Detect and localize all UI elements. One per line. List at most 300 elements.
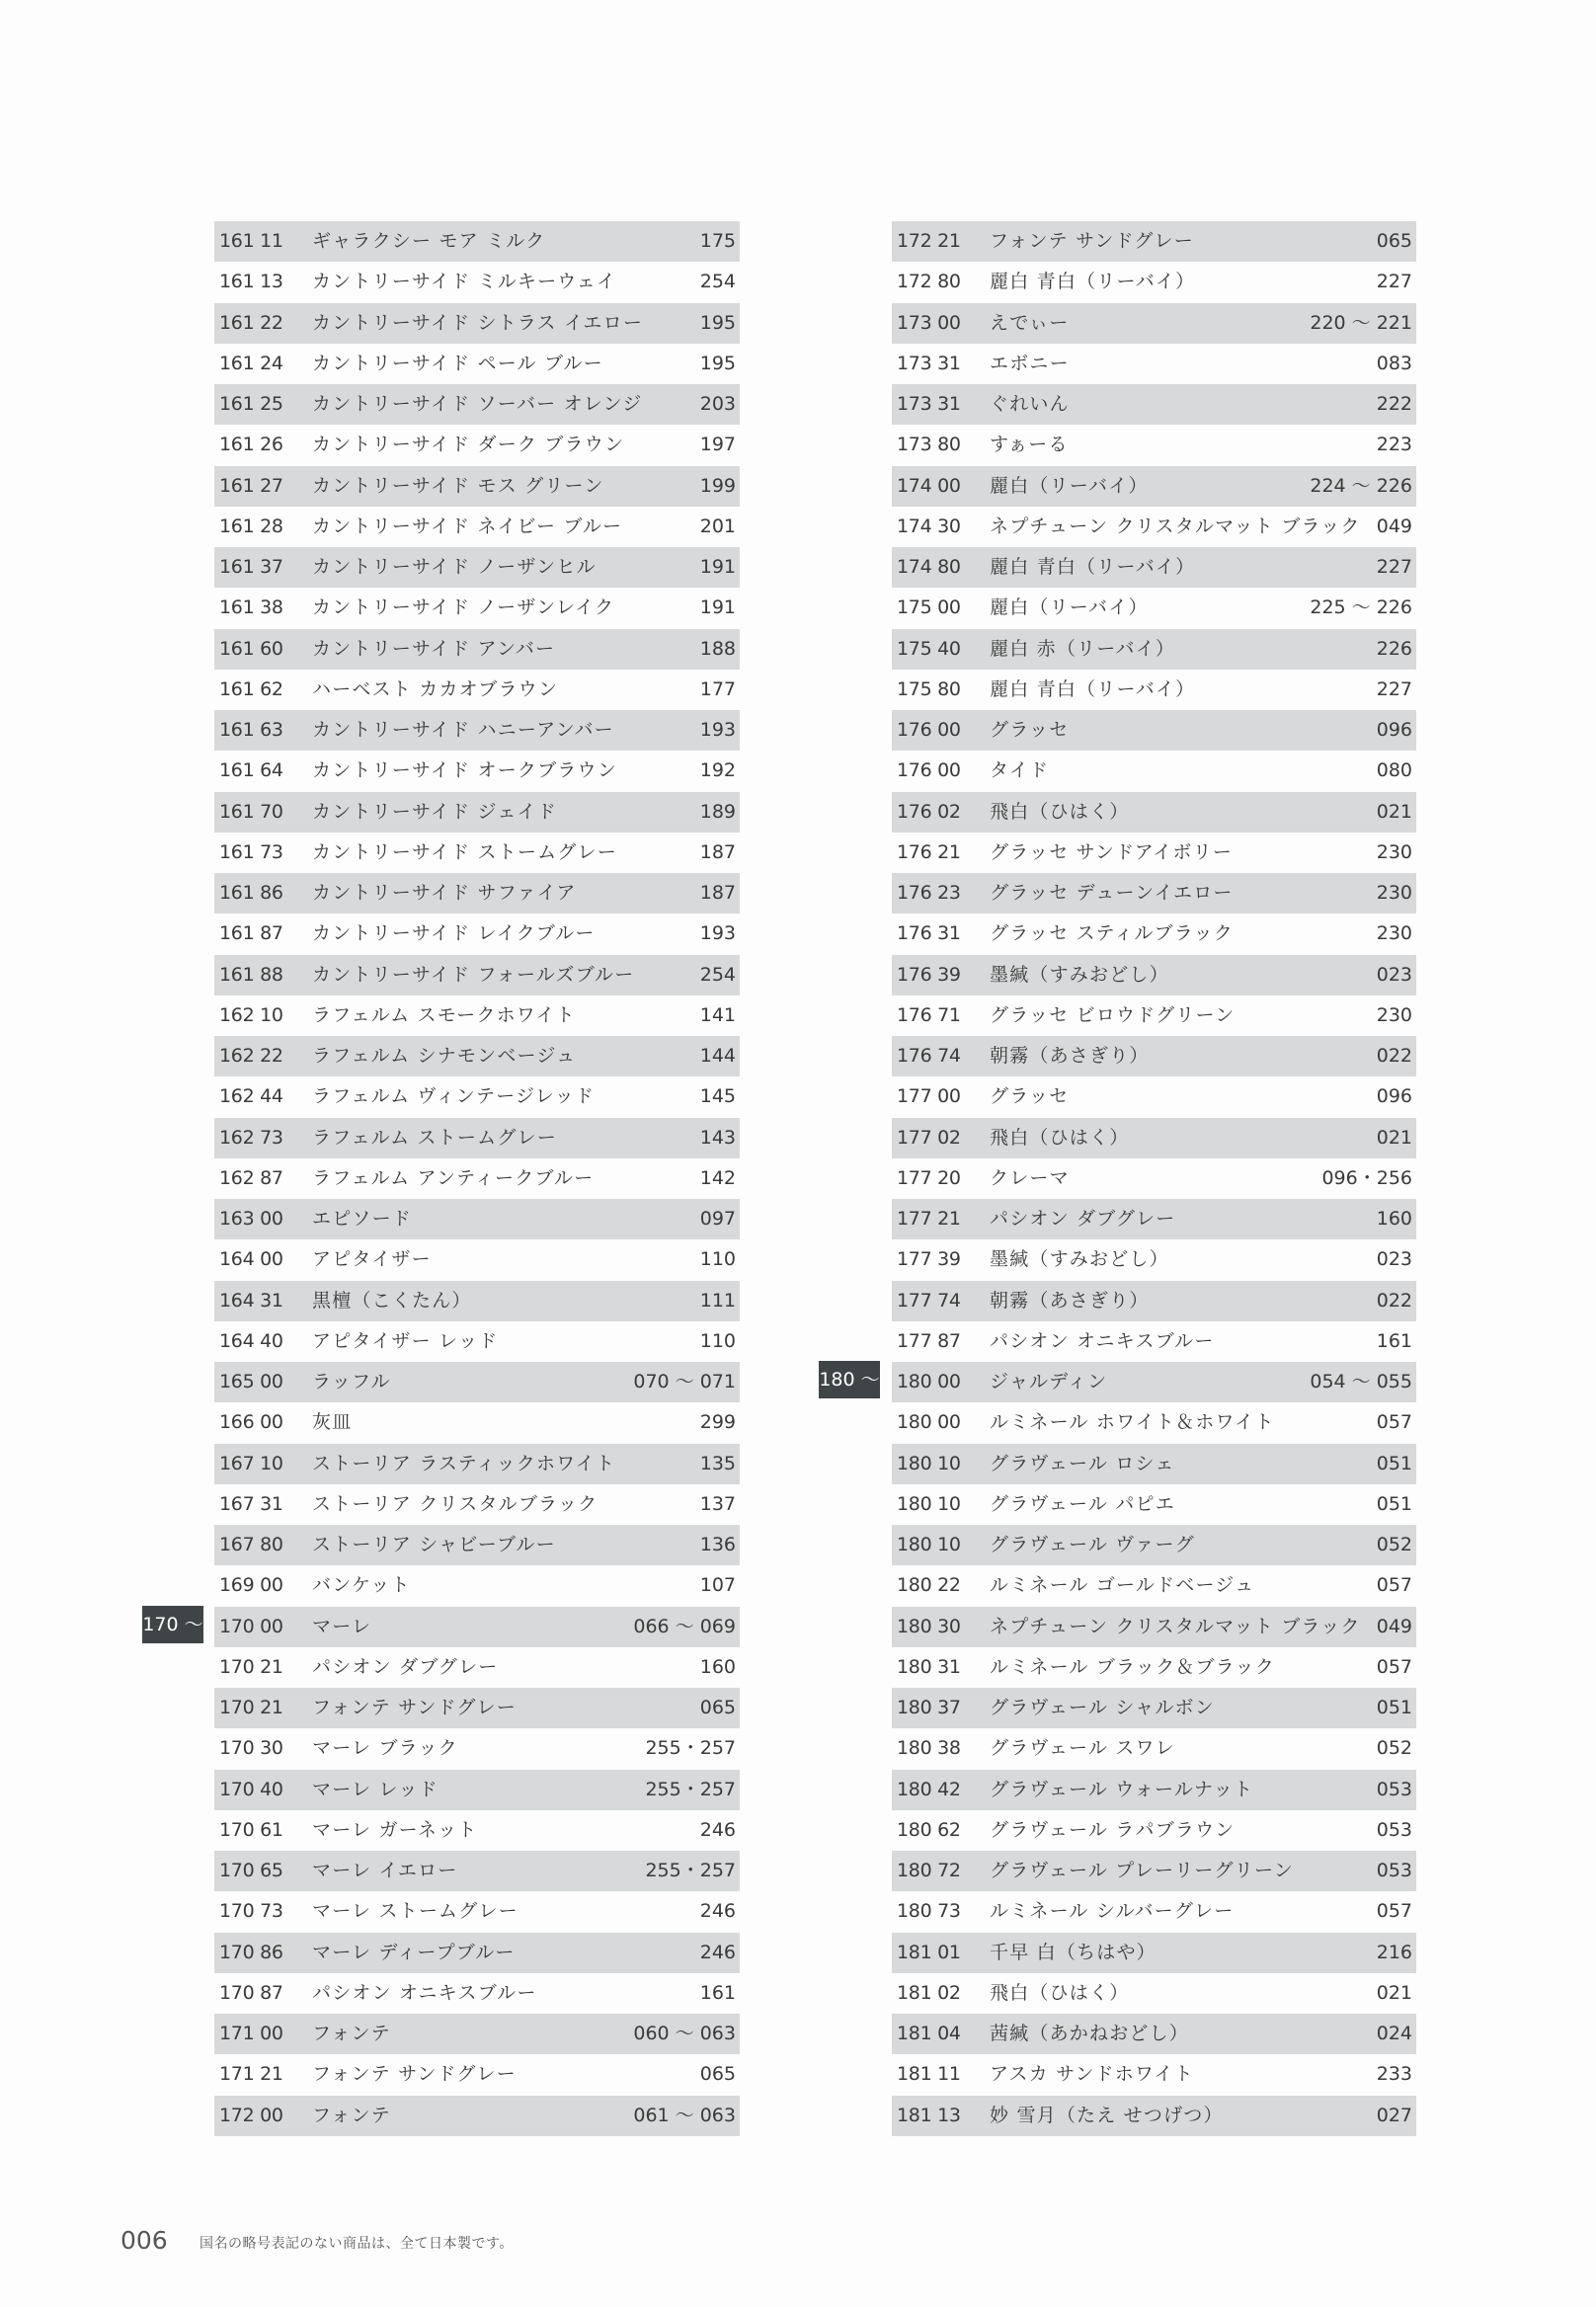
left-index-column [214, 221, 740, 2136]
product-name: グラヴェール パピエ [990, 1492, 1175, 1515]
index-row [214, 1770, 740, 1810]
index-row [892, 1402, 1416, 1443]
product-code: 161 60 [219, 637, 283, 660]
product-name: エボニー [990, 352, 1070, 374]
page-reference: 201 [699, 515, 736, 537]
page-reference: 061 ～ 063 [633, 2104, 736, 2126]
product-name: ストーリア ラスティックホワイト [312, 1452, 616, 1474]
product-code: 180 37 [897, 1697, 961, 1718]
product-name: ラッフル [312, 1371, 391, 1392]
index-row [892, 262, 1416, 302]
index-row [214, 1444, 740, 1484]
page-reference: 023 [1376, 963, 1412, 986]
index-row [214, 1484, 740, 1525]
product-name: ストーリア クリスタルブラック [312, 1492, 598, 1515]
product-name: ぐれいん [990, 393, 1070, 415]
index-row [892, 384, 1416, 425]
product-code: 161 37 [219, 556, 283, 578]
page-reference: 255・257 [645, 1860, 736, 1881]
product-name: グラッセ サンドアイボリー [990, 840, 1234, 863]
product-name: マーレ ブラック [312, 1737, 458, 1760]
product-name: 飛白（ひはく） [990, 1981, 1130, 2004]
page-reference: 246 [699, 1818, 736, 1841]
product-name: 麗白（リーバイ） [990, 474, 1149, 497]
page-reference: 255・257 [645, 1778, 736, 1800]
page-reference: 199 [699, 474, 736, 497]
footer-note: 国名の略号表記のない商品は、全て日本製です。 [200, 2236, 514, 2252]
product-name: カントリーサイド オークブラウン [312, 759, 617, 782]
page-reference: 065 [1376, 230, 1412, 252]
index-row [214, 2014, 740, 2054]
product-name: マーレ イエロー [312, 1860, 458, 1881]
product-name: カントリーサイド サファイア [312, 882, 577, 904]
page-reference: 053 [1376, 1860, 1412, 1881]
product-code: 161 28 [219, 515, 283, 537]
product-code: 170 65 [219, 1860, 283, 1881]
page-reference: 216 [1376, 1941, 1412, 1963]
product-name: 墨緘（すみおどし） [990, 963, 1169, 986]
product-code: 180 00 [897, 1411, 961, 1434]
product-code: 181 04 [897, 2023, 961, 2044]
index-row [892, 1565, 1416, 1606]
product-code: 165 00 [219, 1371, 283, 1392]
page-reference: 222 [1376, 393, 1412, 415]
page-reference: 227 [1376, 271, 1412, 293]
page-reference: 191 [699, 597, 736, 619]
product-code: 170 30 [219, 1737, 283, 1760]
product-code: 170 00 [219, 1615, 283, 1637]
index-row [214, 384, 740, 425]
index-row [892, 995, 1416, 1036]
product-name: カントリーサイド モス グリーン [312, 474, 604, 497]
product-code: 161 11 [219, 230, 283, 252]
product-name: ハーベスト カカオブラウン [312, 677, 559, 700]
index-row [892, 1891, 1416, 1932]
page-reference: 230 [1376, 882, 1412, 904]
product-code: 177 02 [897, 1126, 961, 1149]
page-reference: 052 [1376, 1534, 1412, 1555]
product-name: カントリーサイド レイクブルー [312, 922, 596, 945]
product-code: 180 42 [897, 1778, 961, 1800]
product-name: グラヴェール ヴァーグ [990, 1534, 1195, 1555]
product-name: グラッセ [990, 1085, 1070, 1108]
product-code: 177 21 [897, 1208, 961, 1230]
product-code: 161 64 [219, 759, 283, 782]
index-row [892, 221, 1416, 262]
index-row [892, 1647, 1416, 1688]
index-row [892, 629, 1416, 670]
product-code: 181 02 [897, 1981, 961, 2004]
product-code: 170 21 [219, 1697, 283, 1718]
page-reference: 230 [1376, 840, 1412, 863]
product-code: 173 80 [897, 434, 961, 456]
index-row [892, 344, 1416, 384]
product-code: 180 10 [897, 1452, 961, 1474]
product-name: マーレ [312, 1615, 372, 1637]
product-name: マーレ レッド [312, 1778, 439, 1800]
index-row [892, 588, 1416, 628]
product-code: 170 87 [219, 1981, 283, 2004]
index-row [214, 1402, 740, 1443]
product-code: 172 21 [897, 230, 961, 252]
index-row [892, 507, 1416, 547]
product-name: カントリーサイド アンバー [312, 637, 556, 660]
product-code: 161 62 [219, 677, 283, 700]
page-reference: 111 [699, 1289, 736, 1312]
page-reference: 137 [699, 1492, 736, 1515]
product-code: 172 80 [897, 271, 961, 293]
product-name: フォンテ [312, 2023, 391, 2044]
page-reference: 021 [1376, 1981, 1412, 2004]
product-code: 164 00 [219, 1248, 283, 1271]
page-reference: 142 [699, 1166, 736, 1189]
product-code: 161 26 [219, 434, 283, 456]
index-row [892, 1118, 1416, 1158]
product-name: 茜緘（あかねおどし） [990, 2023, 1190, 2044]
product-name: ラフェルム アンティークブルー [312, 1166, 595, 1189]
page-reference: 107 [699, 1574, 736, 1597]
index-row [214, 1973, 740, 2014]
product-code: 161 13 [219, 271, 283, 293]
product-code: 162 22 [219, 1045, 283, 1067]
index-row [214, 2054, 740, 2095]
page-reference: 141 [699, 1003, 736, 1026]
index-row [892, 2096, 1416, 2136]
page-reference: 230 [1376, 922, 1412, 945]
index-row [214, 1688, 740, 1728]
page-reference: 177 [699, 677, 736, 700]
product-code: 167 80 [219, 1534, 283, 1555]
product-code: 161 25 [219, 393, 283, 415]
index-row [214, 1728, 740, 1769]
index-row [214, 2096, 740, 2136]
product-code: 171 00 [219, 2023, 283, 2044]
product-code: 176 39 [897, 963, 961, 986]
product-name: グラヴェール ウォールナット [990, 1778, 1254, 1800]
product-code: 174 80 [897, 556, 961, 578]
page-reference: 136 [699, 1534, 736, 1555]
product-name: 千早 白（ちはや） [990, 1941, 1157, 1963]
product-code: 176 02 [897, 800, 961, 823]
product-name: グラヴェール スワレ [990, 1737, 1175, 1760]
product-name: すぁーる [990, 434, 1069, 456]
index-row [214, 792, 740, 833]
product-name: バンケット [312, 1574, 411, 1597]
product-name: アピタイザー レッド [312, 1329, 499, 1352]
product-code: 167 10 [219, 1452, 283, 1474]
product-code: 161 27 [219, 474, 283, 497]
page-reference: 192 [699, 759, 736, 782]
page-reference: 160 [699, 1655, 736, 1678]
page-reference: 223 [1376, 434, 1412, 456]
page-reference: 080 [1376, 759, 1412, 782]
page-reference: 022 [1376, 1289, 1412, 1312]
page-reference: 145 [699, 1085, 736, 1108]
page-reference: 187 [699, 840, 736, 863]
page-reference: 187 [699, 882, 736, 904]
product-code: 176 00 [897, 759, 961, 782]
page-reference: 197 [699, 434, 736, 456]
index-row [214, 1076, 740, 1117]
product-code: 164 40 [219, 1329, 283, 1352]
product-code: 161 22 [219, 311, 283, 334]
product-code: 180 73 [897, 1900, 961, 1923]
page-reference: 021 [1376, 800, 1412, 823]
product-name: えでぃー [990, 311, 1070, 334]
page-reference: 161 [699, 1981, 736, 2004]
page-reference: 096 [1376, 1085, 1412, 1108]
product-name: ラフェルム シナモンベージュ [312, 1045, 577, 1067]
product-code: 180 31 [897, 1655, 961, 1678]
page-reference: 193 [699, 719, 736, 741]
page-reference: 051 [1376, 1452, 1412, 1474]
product-code: 161 87 [219, 922, 283, 945]
index-row [214, 1565, 740, 1606]
index-row [892, 1810, 1416, 1851]
product-code: 164 31 [219, 1289, 283, 1312]
index-row [214, 1851, 740, 1891]
product-code: 176 71 [897, 1003, 961, 1026]
index-row [892, 1362, 1416, 1402]
page-reference: 233 [1376, 2063, 1412, 2086]
product-name: クレーマ [990, 1166, 1070, 1189]
product-name: エピソード [312, 1208, 413, 1230]
product-name: 飛白（ひはく） [990, 1126, 1130, 1149]
index-row [892, 1688, 1416, 1728]
product-code: 177 39 [897, 1248, 961, 1271]
index-row [892, 303, 1416, 344]
page-reference: 224 ～ 226 [1310, 474, 1412, 497]
page-reference: 083 [1376, 352, 1412, 374]
index-row [214, 221, 740, 262]
index-row [892, 914, 1416, 954]
page-reference: 175 [699, 230, 736, 252]
product-code: 175 40 [897, 637, 961, 660]
page-reference: 189 [699, 800, 736, 823]
product-code: 180 22 [897, 1574, 961, 1597]
product-name: フォンテ サンドグレー [990, 230, 1194, 252]
index-row [214, 1810, 740, 1851]
index-row [214, 955, 740, 995]
product-code: 180 62 [897, 1818, 961, 1841]
product-code: 177 20 [897, 1166, 961, 1189]
page-reference: 054 ～ 055 [1310, 1371, 1412, 1392]
product-code: 163 00 [219, 1208, 283, 1230]
product-code: 180 10 [897, 1492, 961, 1515]
index-row [214, 751, 740, 791]
page-reference: 225 ～ 226 [1310, 597, 1412, 619]
product-name: ラフェルム ストームグレー [312, 1126, 557, 1149]
index-row [892, 1239, 1416, 1280]
page-reference: 049 [1376, 1615, 1412, 1637]
product-code: 170 61 [219, 1818, 283, 1841]
page-reference: 057 [1376, 1411, 1412, 1434]
product-name: パシオン オニキスブルー [990, 1329, 1215, 1352]
index-row [214, 833, 740, 873]
product-code: 162 44 [219, 1085, 283, 1108]
product-name: 灰皿 [312, 1411, 353, 1434]
index-row [214, 1525, 740, 1565]
page-reference: 057 [1376, 1655, 1412, 1678]
page-reference: 227 [1376, 556, 1412, 578]
index-row [892, 1973, 1416, 2014]
product-name: グラッセ デューンイエロー [990, 882, 1234, 904]
product-name: カントリーサイド ジェイド [312, 800, 557, 823]
product-name: パシオン ダブグレー [990, 1208, 1176, 1230]
product-name: グラッセ ビロウドグリーン [990, 1003, 1236, 1026]
page-reference: 299 [699, 1411, 736, 1434]
page-reference: 049 [1376, 515, 1412, 537]
page-reference: 220 ～ 221 [1310, 311, 1412, 334]
product-name: フォンテ サンドグレー [312, 2063, 517, 2086]
product-name: パシオン ダブグレー [312, 1655, 499, 1678]
page-reference: 051 [1376, 1492, 1412, 1515]
product-name: アピタイザー [312, 1248, 432, 1271]
page-reference: 203 [699, 393, 736, 415]
product-code: 181 13 [897, 2104, 961, 2126]
page-reference: 097 [699, 1208, 736, 1230]
index-row [892, 1444, 1416, 1484]
product-code: 173 31 [897, 393, 961, 415]
product-name: タイド [990, 759, 1050, 782]
page-reference: 246 [699, 1900, 736, 1923]
page-reference: 144 [699, 1045, 736, 1067]
product-name: グラヴェール プレーリーグリーン [990, 1860, 1294, 1881]
index-row [892, 751, 1416, 791]
page-reference: 052 [1376, 1737, 1412, 1760]
product-name: カントリーサイド ミルキーウェイ [312, 271, 617, 293]
product-code: 174 30 [897, 515, 961, 537]
section-marker-170: 170 ～ [142, 1606, 203, 1643]
product-name: グラヴェール シャルボン [990, 1697, 1215, 1718]
product-code: 176 21 [897, 840, 961, 863]
index-row [214, 995, 740, 1036]
index-row [214, 710, 740, 751]
product-name: ルミネール ゴールドベージュ [990, 1574, 1255, 1597]
product-code: 161 63 [219, 719, 283, 741]
page-reference: 096 [1376, 719, 1412, 741]
index-row [214, 1607, 740, 1647]
product-name: 黒檀（こくたん） [312, 1289, 472, 1312]
product-name: カントリーサイド ストームグレー [312, 840, 617, 863]
index-row [892, 466, 1416, 507]
index-row [214, 629, 740, 670]
index-row [214, 1362, 740, 1402]
product-name: カントリーサイド ダーク ブラウン [312, 434, 625, 456]
product-code: 176 00 [897, 719, 961, 741]
product-name: カントリーサイド ノーザンレイク [312, 597, 615, 619]
index-row [214, 1036, 740, 1076]
product-name: 麗白（リーバイ） [990, 597, 1149, 619]
product-name: グラヴェール ロシェ [990, 1452, 1175, 1474]
page-reference: 065 [699, 2063, 736, 2086]
page-reference: 195 [699, 352, 736, 374]
product-name: カントリーサイド ソーバー オレンジ [312, 393, 643, 415]
product-code: 170 86 [219, 1941, 283, 1963]
product-name: フォンテ [312, 2104, 391, 2126]
index-row [892, 1158, 1416, 1199]
product-code: 170 40 [219, 1778, 283, 1800]
product-name: カントリーサイド ペール ブルー [312, 352, 603, 374]
product-name: ジャルディン [990, 1371, 1108, 1392]
product-name: ネプチューン クリスタルマット ブラック [990, 515, 1361, 537]
product-code: 176 23 [897, 882, 961, 904]
index-row [214, 588, 740, 628]
page-reference: 230 [1376, 1003, 1412, 1026]
product-name: マーレ ディープブルー [312, 1941, 516, 1963]
product-code: 174 00 [897, 474, 961, 497]
product-code: 173 00 [897, 311, 961, 334]
index-row [892, 1607, 1416, 1647]
index-row [892, 873, 1416, 914]
product-code: 180 30 [897, 1615, 961, 1637]
page-reference: 193 [699, 922, 736, 945]
product-code: 180 72 [897, 1860, 961, 1881]
index-row [214, 873, 740, 914]
index-row [214, 547, 740, 588]
index-row [892, 1281, 1416, 1321]
product-name: ルミネール ホワイト＆ホワイト [990, 1411, 1275, 1434]
page-reference: 065 [699, 1697, 736, 1718]
index-row [892, 1484, 1416, 1525]
page-reference: 226 [1376, 637, 1412, 660]
product-code: 180 38 [897, 1737, 961, 1760]
page-reference: 195 [699, 311, 736, 334]
product-name: マーレ ガーネット [312, 1818, 478, 1841]
index-row [892, 955, 1416, 995]
page-reference: 255・257 [645, 1737, 736, 1760]
product-name: ラフェルム スモークホワイト [312, 1003, 576, 1026]
product-code: 177 00 [897, 1085, 961, 1108]
page-reference: 135 [699, 1452, 736, 1474]
product-code: 161 88 [219, 963, 283, 986]
index-row [214, 1239, 740, 1280]
index-row [214, 1118, 740, 1158]
page-reference: 024 [1376, 2023, 1412, 2044]
index-row [892, 1728, 1416, 1769]
product-name: 朝霧（あさぎり） [990, 1289, 1150, 1312]
page-reference: 070 ～ 071 [633, 1371, 736, 1392]
page-reference: 246 [699, 1941, 736, 1963]
index-row [214, 670, 740, 710]
page-reference: 053 [1376, 1818, 1412, 1841]
index-row [892, 425, 1416, 465]
product-code: 176 74 [897, 1045, 961, 1067]
product-code: 171 21 [219, 2063, 283, 2086]
index-row [892, 792, 1416, 833]
page-reference: 096・256 [1321, 1166, 1412, 1189]
product-name: カントリーサイド ノーザンヒル [312, 556, 597, 578]
index-row [214, 1321, 740, 1362]
product-code: 162 10 [219, 1003, 283, 1026]
product-name: ギャラクシー モア ミルク [312, 230, 546, 252]
product-name: グラッセ スティルブラック [990, 922, 1234, 945]
index-row [892, 1525, 1416, 1565]
product-name: 麗白 青白（リーバイ） [990, 677, 1196, 700]
product-name: 妙 雪月（たえ せつげつ） [990, 2104, 1224, 2126]
index-row [892, 1851, 1416, 1891]
product-name: カントリーサイド フォールズブルー [312, 963, 635, 986]
index-row [892, 1933, 1416, 1973]
index-row [214, 1891, 740, 1932]
page-reference: 022 [1376, 1045, 1412, 1067]
index-row [214, 914, 740, 954]
product-name: ラフェルム ヴィンテージレッド [312, 1085, 596, 1108]
index-row [892, 670, 1416, 710]
product-name: ストーリア シャビーブルー [312, 1534, 556, 1555]
index-row [892, 833, 1416, 873]
right-index-column [892, 221, 1416, 2136]
